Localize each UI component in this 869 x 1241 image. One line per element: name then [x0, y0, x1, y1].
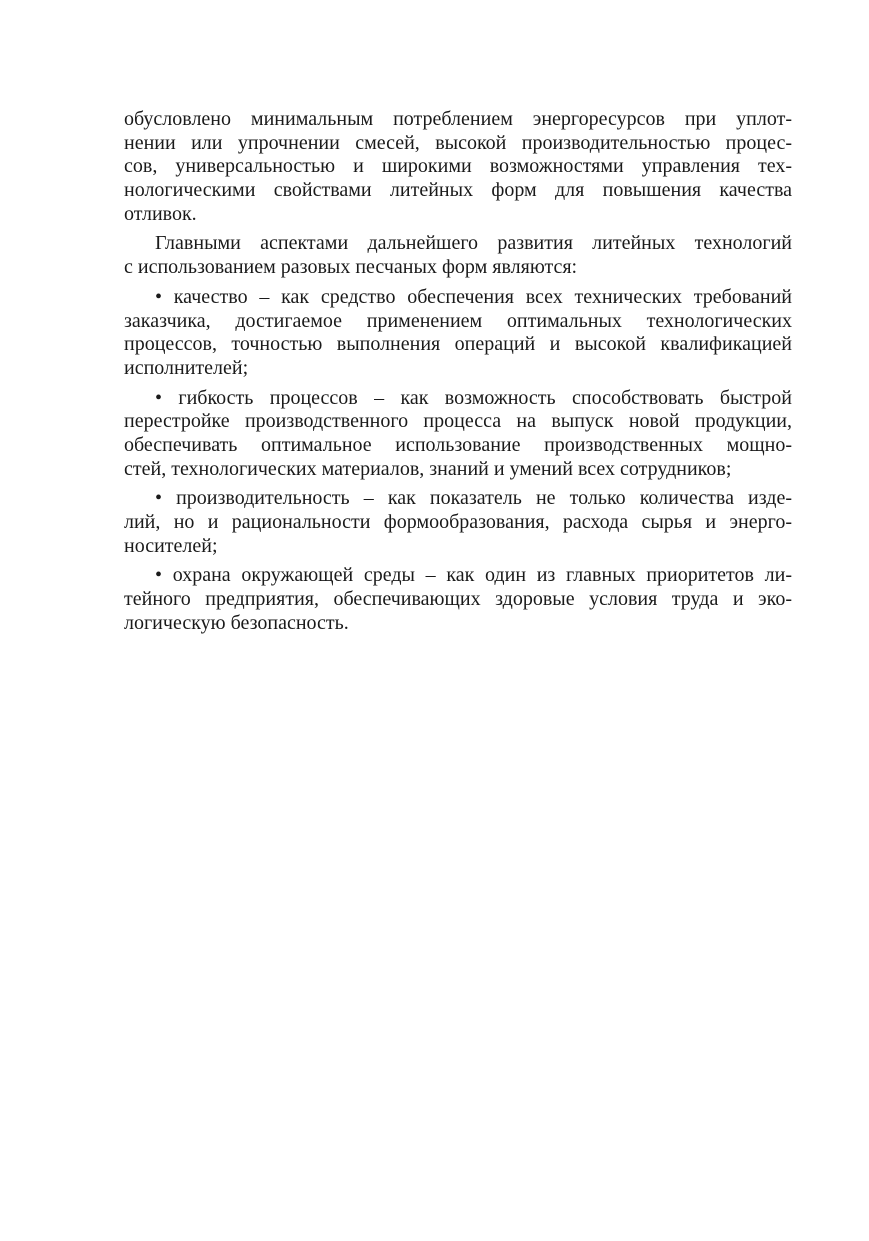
text-line: нологическими свойствами литейных форм для повышения качества: [124, 179, 792, 202]
text-line: носителей;: [124, 534, 218, 557]
text-line: процессов, точностью выполнения операций и высокой квалификацией: [124, 333, 792, 356]
text-line: отливок.: [124, 202, 197, 225]
text-line: обусловлено минимальным потреблением энергоресурсов при уплот-: [124, 108, 792, 130]
text-line: • качество – как средство обеспечения всех технических требований: [155, 285, 792, 308]
paragraph-aspects: [124, 232, 792, 279]
text-line: перестройке производственного процесса на выпуск новой продукции,: [124, 410, 792, 433]
text-line: нении или упрочнении смесей, высокой производительностью процес-: [124, 131, 792, 154]
text-line: исполнителей;: [124, 356, 249, 379]
paragraph-intro: [124, 108, 792, 226]
text-line: обеспечивать оптимальное использование производственных мощно-: [124, 433, 792, 456]
page-body: [124, 108, 792, 641]
text-line: Главными аспектами дальнейшего развития литейных технологий: [155, 232, 792, 255]
text-line: • гибкость процессов – как возможность способствовать быстрой: [155, 386, 792, 409]
text-line: тейного предприятия, обеспечивающих здоровые условия труда и эко-: [124, 588, 792, 611]
list-item-productivity: [124, 487, 792, 558]
text-line: логическую безопасность.: [124, 611, 349, 634]
text-line: • производительность – как показатель не только количества изде-: [155, 487, 792, 510]
text-line: • охрана окружающей среды – как один из главных приоритетов ли-: [155, 564, 792, 587]
text-line: лий, но и рациональности формообразования, расхода сырья и энерго-: [124, 511, 792, 533]
text-line: с использованием разовых песчаных форм являются:: [124, 256, 578, 279]
list-item-flexibility: [124, 387, 792, 482]
text-line: сов, универсальностью и широкими возможностями управления тех-: [124, 155, 792, 178]
list-item-quality: [124, 286, 792, 381]
list-item-environment: [124, 564, 792, 635]
text-line: заказчика, достигаемое применением оптимальных технологических: [124, 309, 792, 332]
text-line: стей, технологических материалов, знаний и умений всех сотрудников;: [124, 457, 732, 480]
